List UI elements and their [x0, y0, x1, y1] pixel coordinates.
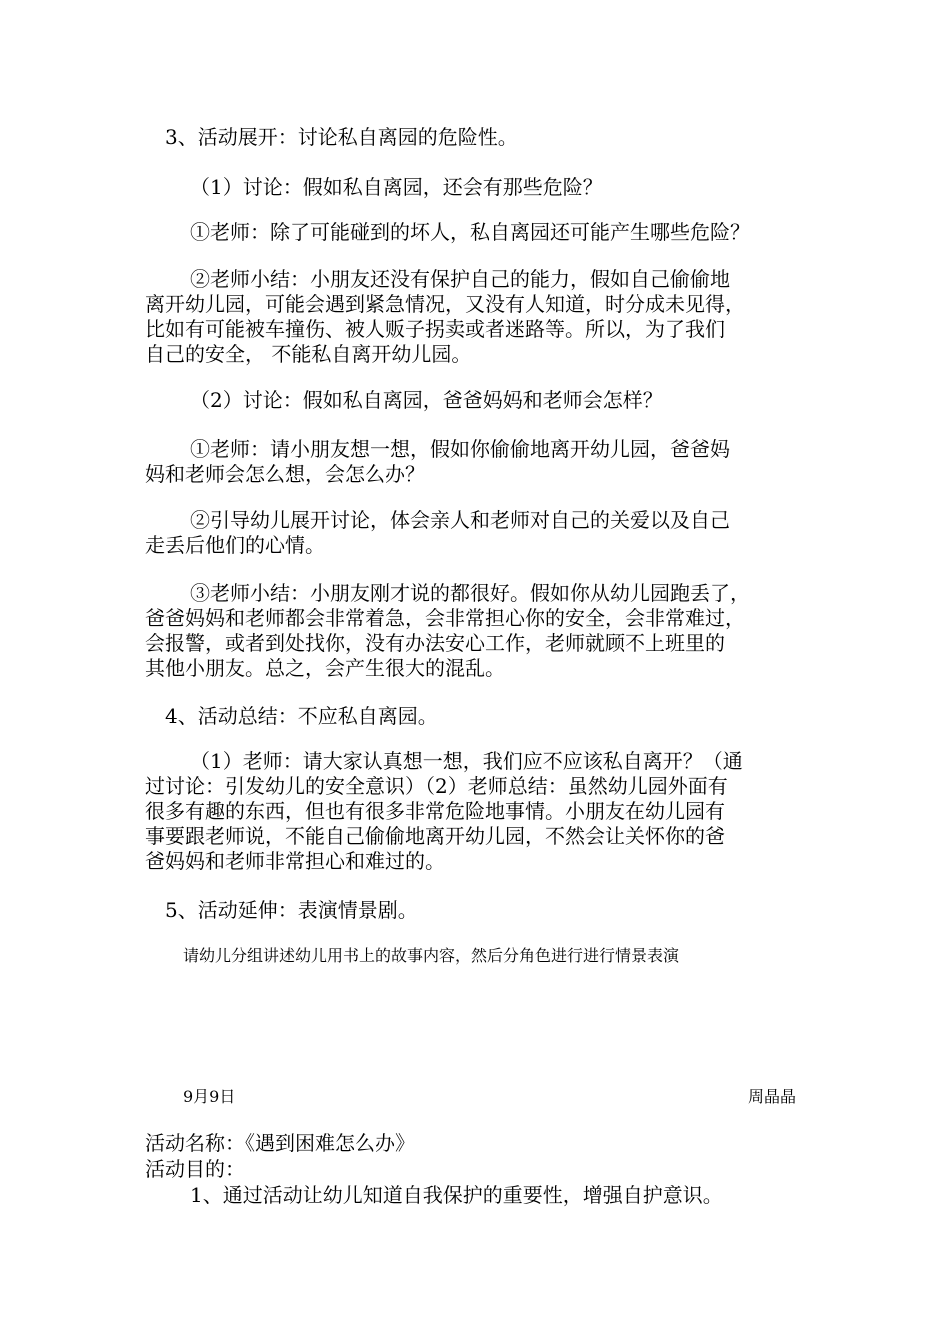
- footer-date: 9月9日: [183, 1087, 236, 1106]
- paragraph-line: 其他小朋友。总之，会产生很大的混乱。: [145, 656, 505, 680]
- paragraph-line: 会报警，或者到处找你，没有办法安心工作，老师就顾不上班里的: [145, 631, 725, 655]
- paragraph-line: 比如有可能被车撞伤、被人贩子拐卖或者迷路等。所以，为了我们: [145, 317, 725, 341]
- paragraph-line: 爸妈妈和老师非常担心和难过的。: [145, 849, 445, 873]
- paragraph-line: （1）老师：请大家认真想一想，我们应不应该私自离开？（通: [190, 749, 743, 773]
- section5-heading: 5、活动延伸：表演情景剧。: [165, 898, 418, 922]
- paragraph-line: 自己的安全， 不能私自离开幼儿园。: [145, 342, 472, 366]
- section3-q1: （1）讨论：假如私自离园，还会有那些危险？: [190, 175, 603, 199]
- section4-heading: 4、活动总结：不应私自离园。: [165, 704, 438, 728]
- paragraph-line: 事要跟老师说，不能自己偷偷地离开幼儿园，不然会让关怀你的爸: [145, 824, 725, 848]
- paragraph-line: 很多有趣的东西，但也有很多非常危险地事情。小朋友在幼儿园有: [145, 799, 725, 823]
- paragraph-line: 离开幼儿园，可能会遇到紧急情况，又没有人知道，时分成未见得，: [145, 292, 745, 316]
- activity-goal-1: 1、通过活动让幼儿知道自我保护的重要性，增强自护意识。: [190, 1183, 723, 1207]
- paragraph-line: 走丢后他们的心情。: [145, 533, 325, 557]
- section3-q1-a: ①老师：除了可能碰到的坏人，私自离园还可能产生哪些危险？: [190, 220, 750, 244]
- paragraph-line: 爸爸妈妈和老师都会非常着急，会非常担心你的安全，会非常难过，: [145, 606, 745, 630]
- paragraph-line: 过讨论：引发幼儿的安全意识）（2）老师总结：虽然幼儿园外面有: [145, 774, 728, 798]
- paragraph-line: ①老师：请小朋友想一想，假如你偷偷地离开幼儿园，爸爸妈: [190, 437, 730, 461]
- paragraph-line: 妈和老师会怎么想，会怎么办？: [145, 462, 425, 486]
- paragraph-line: ③老师小结：小朋友刚才说的都很好。假如你从幼儿园跑丢了，: [190, 581, 750, 605]
- section5-body: 请幼儿分组讲述幼儿用书上的故事内容，然后分角色进行进行情景表演: [183, 946, 680, 965]
- activity-name: 活动名称：《遇到困难怎么办》: [145, 1131, 415, 1155]
- footer-author: 周晶晶: [747, 1087, 796, 1106]
- section3-heading: 3、活动展开：讨论私自离园的危险性。: [165, 125, 518, 149]
- paragraph-line: ②老师小结：小朋友还没有保护自己的能力，假如自己偷偷地: [190, 267, 730, 291]
- section3-q2: （2）讨论：假如私自离园，爸爸妈妈和老师会怎样？: [190, 388, 663, 412]
- activity-goal-label: 活动目的：: [145, 1157, 245, 1181]
- paragraph-line: ②引导幼儿展开讨论，体会亲人和老师对自己的关爱以及自己: [190, 508, 730, 532]
